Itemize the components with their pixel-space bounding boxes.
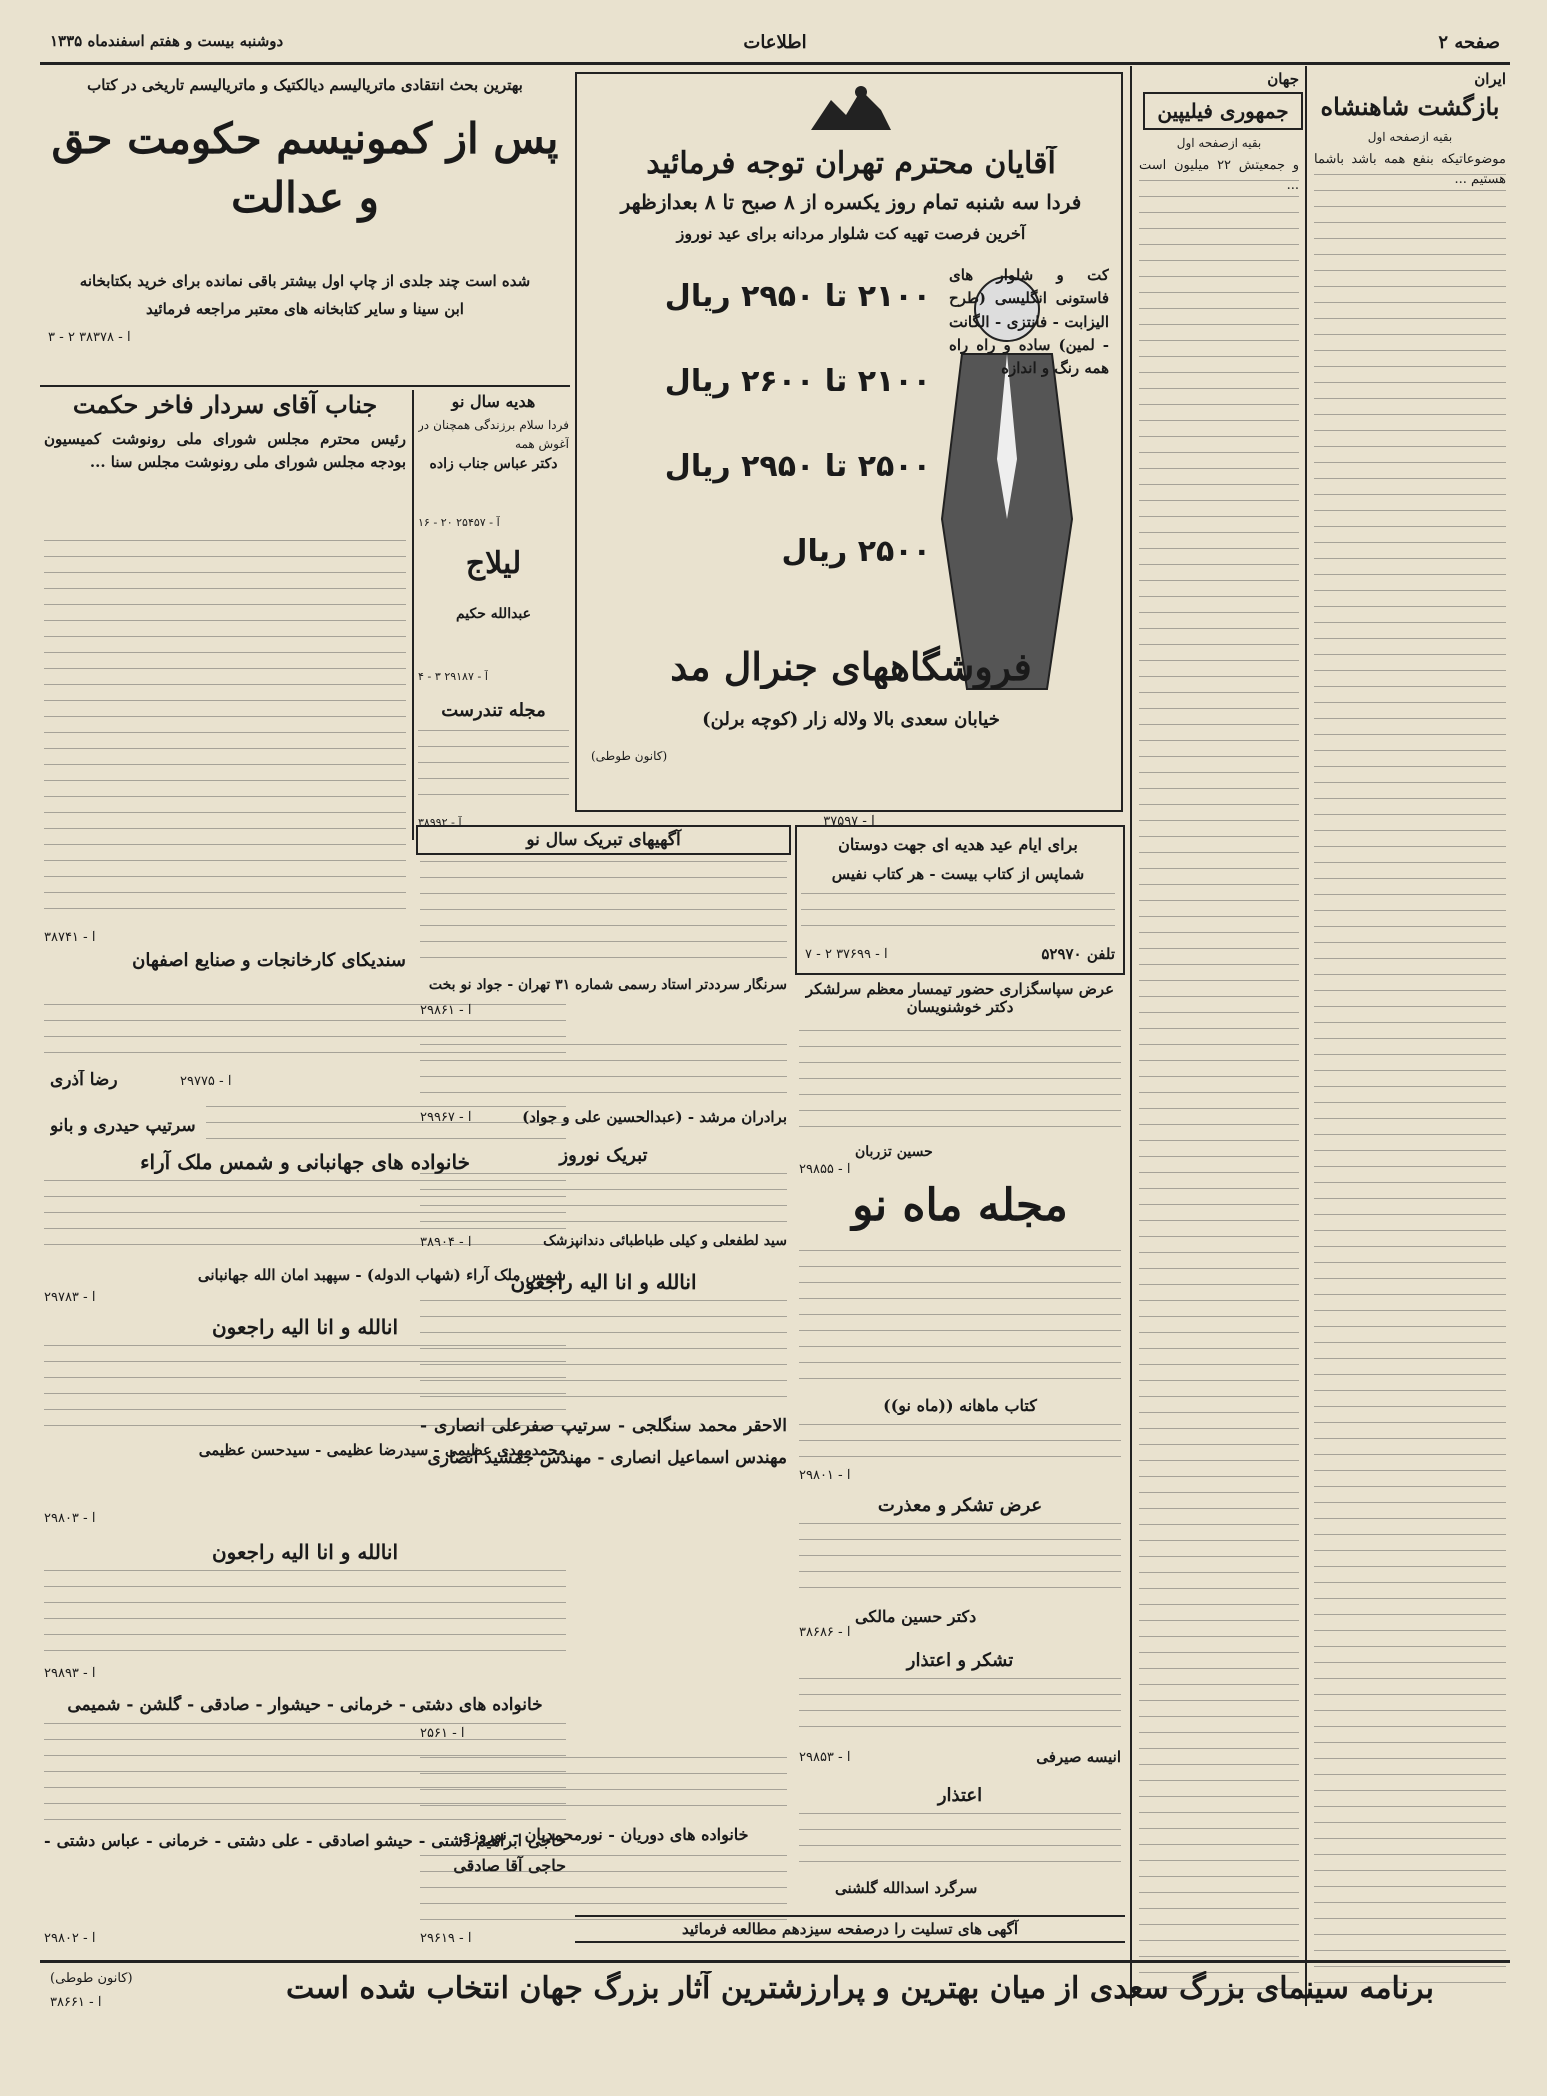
thanks-2-ad <box>795 1650 1125 1780</box>
gratitude-body-lines <box>799 1030 1121 1140</box>
world-column <box>1135 70 1303 2000</box>
condolence-1-title: انالله و انا الیه راجعون <box>510 1270 697 1294</box>
congratulations-body-lines <box>420 1173 787 1227</box>
congratulations-title: تبریک نوروز <box>559 1145 648 1166</box>
article-body-lines <box>1314 174 1506 1994</box>
ad-description: کت و شلوار های فاستونی انگلیسی (طرح الیزابت - فانتزی - الگانت - لمین) ساده و راه راه همه رنگ و اندازه <box>949 266 1109 377</box>
masthead-rule <box>40 62 1510 65</box>
brothers-body-lines <box>420 1044 787 1104</box>
tandorost-title: مجله تندرست <box>441 700 546 721</box>
thanks-2-code: آ - ۲۹۸۵۳ <box>799 1750 851 1765</box>
issue-date: دوشنبه بیست و هفتم اسفندماه ۱۳۳۵ <box>50 32 284 50</box>
mahe-no-subtitle: کتاب ماهانه ((ماه نو)) <box>883 1396 1037 1415</box>
sardar-body-lines <box>44 540 406 920</box>
article-first-line: موضوعاتیکه بنفع همه باشد باشما هستیم ... <box>1314 152 1506 188</box>
condolence-3-title: انالله و انا الیه راجعون <box>211 1540 399 1564</box>
footer-rule <box>40 1960 1510 1963</box>
gratitude-code: آ - ۲۹۸۵۵ <box>799 1162 851 1177</box>
price-3: ۲۵۰۰ تا ۲۹۵۰ ریال <box>664 449 931 484</box>
book-kicker: بهترین بحث انتقادی ماتریالیسم دیالکتیک و ماتریالیسم تاریخی در کتاب <box>87 76 523 94</box>
store-name: فروشگاههای جنرال مد <box>670 644 1032 689</box>
iran-column <box>1310 70 1510 2000</box>
general-mode-ad <box>575 72 1123 812</box>
thanks-1-code: آ - ۳۸۶۸۶ <box>799 1625 851 1640</box>
newyear-title-box <box>416 825 791 855</box>
tandorost-body-lines <box>418 730 569 810</box>
condolence-1-body-lines <box>420 1300 787 1400</box>
masthead <box>40 28 1510 62</box>
gratitude-title: عرض سپاسگزاری حضور تیمسار معظم سرلشکر دکتر خوشنویسان <box>805 980 1115 1016</box>
footer-code: آ - ۳۸۶۶۱ <box>50 1995 102 2010</box>
article-first-line: و جمعیتش ۲۲ میلیون است ... <box>1139 158 1299 194</box>
lilaj-title: لیلاج <box>465 546 522 581</box>
azari-name: رضا آذری <box>50 1070 118 1090</box>
congratulations-ad <box>416 1145 791 1265</box>
apology-body-lines <box>799 1813 1121 1873</box>
lilaj-ad <box>416 546 571 696</box>
column-divider <box>1305 66 1307 2006</box>
continue-note: آگهی های تسلیت را درصفحه سیزدهم مطالعه فرمائید <box>575 1915 1125 1943</box>
footer-banner <box>40 1965 1510 2035</box>
ad-heading: آقایان محترم تهران توجه فرمائید <box>646 146 1056 181</box>
gift-text: فردا سلام برزندگی همچنان در آغوش همه <box>418 418 569 451</box>
ad-code: آ - ۳۷۵۹۷ <box>823 814 875 829</box>
newyear-code: آ - ۲۹۸۶۱ <box>420 1003 472 1018</box>
column-divider <box>1130 66 1132 2006</box>
brothers-code: آ - ۲۹۹۶۷ <box>420 1110 472 1125</box>
book-line-2: ابن سینا و سایر کتابخانه های معتبر مراجعه فرمائید <box>146 300 464 318</box>
sardar-ad <box>40 390 410 990</box>
condolence-2-code: آ - ۲۹۸۰۳ <box>44 1511 96 1526</box>
gifts-phone: تلفن ۵۲۹۷۰ <box>1041 945 1115 963</box>
footer-agency: (کانون طوطی) <box>50 1971 133 1986</box>
column-divider <box>412 390 414 840</box>
ad-note: آخرین فرصت تهیه کت شلوار مردانه برای عید نوروز <box>676 224 1026 243</box>
newyear-body-lines <box>420 861 787 971</box>
tandorost-code: آ - ۳۸۹۹۲ <box>418 816 462 829</box>
families-2-code: آ - ۲۹۸۰۲ <box>44 1931 96 1946</box>
book-ad <box>40 70 570 380</box>
gift-title: هدیه سال نو <box>451 392 536 411</box>
gift-doctor: دکتر عباس جناب زاده <box>429 456 558 472</box>
newyear-item: سرنگار سرددتر استاد رسمی شماره ۳۱ تهران - جواد نو بخت <box>428 977 787 993</box>
brothers-title: برادران مرشد - (عبدالحسین علی و جواد) <box>522 1108 787 1126</box>
gift-ad <box>416 392 571 542</box>
congratulations-signature: سید لطفعلی و کیلی طباطبائی دندانپزشک <box>543 1233 787 1249</box>
book-line-1: شده است چند جلدی از چاپ اول بیشتر باقی نمانده برای خرید بکتابخانه <box>79 272 531 290</box>
condolence-1-ad <box>416 1270 791 1750</box>
section-label-world: جهان <box>1267 70 1299 88</box>
apology-ad <box>795 1785 1125 1905</box>
condolence-1-names: الاحقر محمد سنگلجی - سرتیپ صفرعلی انصاری - مهندس اسماعیل انصاری - مهندس جمشید انصاری <box>420 1416 787 1469</box>
article-lead: بقیه ازصفحه اول <box>1176 136 1262 150</box>
sartip-name: سرتیپ حیدری و بانو <box>50 1116 196 1136</box>
thanks-2-body-lines <box>799 1678 1121 1742</box>
condolence-2-title: انالله و انا الیه راجعون <box>211 1315 399 1339</box>
price-4: ۲۵۰۰ ریال <box>781 534 931 569</box>
condolence-1-code: آ - ۲۵۶۱ <box>420 1726 465 1741</box>
page-number: صفحه ۲ <box>1438 32 1500 53</box>
mahe-no-code: آ - ۲۹۸۰۱ <box>799 1468 851 1483</box>
condolence-3-code: آ - ۲۹۸۹۳ <box>44 1666 96 1681</box>
mahe-no-ad <box>795 1180 1125 1490</box>
footer-text: برنامه سینمای بزرگ سعدی از میان بهترین و پرارزشترین آثار بزرگ جهان انتخاب شده است <box>286 1971 1434 2006</box>
store-address: خیابان سعدی بالا ولاله زار (کوچه برلن) <box>702 709 1000 730</box>
families-2-title: خانواده های دشتی - خرمانی - حیشوار - صادقی - گلشن - شمیمی <box>67 1695 543 1715</box>
ad-hours: فردا سه شنبه تمام روز یکسره از ۸ صبح تا ۸ بعدازظهر <box>620 190 1082 214</box>
azari-code: آ - ۲۹۷۷۵ <box>180 1074 232 1089</box>
article-title: بازگشت شاهنشاه <box>1320 92 1500 121</box>
sardar-text: رئیس محترم مجلس شورای ملی رونوشت کمیسیون بودجه مجلس شورای ملی رونوشت مجلس سنا ... <box>44 430 406 472</box>
apology-signature: سرگرد اسدالله گلشنی <box>835 1879 978 1897</box>
article-lead: بقیه ازصفحه اول <box>1367 130 1453 144</box>
price-2: ۲۱۰۰ تا ۲۶۰۰ ریال <box>664 364 931 399</box>
section-rule <box>40 385 570 387</box>
families-3-code: آ - ۲۹۶۱۹ <box>420 1931 472 1946</box>
families-3-body-lines <box>420 1757 787 1817</box>
thanks-1-body-lines <box>799 1523 1121 1603</box>
tandorost-ad <box>416 700 571 840</box>
sardar-signature: سندیکای کارخانجات و صنایع اصفهان <box>132 950 406 971</box>
lion-emblem-logo <box>801 80 901 140</box>
gifts-line: شماپس از کتاب بیست - هر کتاب نفیس <box>831 865 1085 883</box>
families-1-title: خانواده های جهانبانی و شمس ملک آراء <box>140 1150 470 1174</box>
article-body-lines <box>1139 180 1299 2000</box>
brothers-ad <box>416 1040 791 1140</box>
gifts-code: آ - ۳۷۶۹۹ ۲ - ۷ <box>805 947 888 962</box>
sardar-title: جناب آقای سردار فاخر حکمت <box>72 390 378 419</box>
book-code: آ - ۳۸۳۷۸ ۲ - ۳ <box>48 330 131 345</box>
sardar-code: آ - ۳۸۷۴۱ <box>44 930 96 945</box>
thanks-1-title: عرض تشکر و معذرت <box>877 1495 1043 1516</box>
families-2-names: حاجی ابراهیم دشتی - حیشو اصادقی - علی دشتی - خرمانی - عباس دشتی - حاجی آقا صادقی <box>44 1831 566 1875</box>
thanks-2-title: تشکر و اعتذار <box>906 1650 1014 1671</box>
congratulations-code: آ - ۳۸۹۰۴ <box>420 1235 472 1250</box>
book-title: پس از کمونیسم حکومت حق و عدالت <box>51 114 559 222</box>
lilaj-code: آ - ۲۹۱۸۷ ۳ - ۴ <box>418 670 488 683</box>
gift-code: آ - ۲۵۴۵۷ ۲۰ - ۱۶ <box>418 516 500 529</box>
apology-title: اعتذار <box>937 1785 983 1806</box>
thanks-1-signature: دکتر حسین مالکی <box>855 1607 977 1626</box>
article-title: جمهوری فیلیپین <box>1157 99 1289 123</box>
price-1: ۲۱۰۰ تا ۲۹۵۰ ریال <box>664 279 931 314</box>
lilaj-author: عبدالله حکیم <box>455 606 532 622</box>
mahe-no-body-lines-2 <box>799 1424 1121 1464</box>
gifts-body-lines <box>801 893 1115 937</box>
families-1-code: آ - ۲۹۷۸۳ <box>44 1290 96 1305</box>
newyear-title: آگهیهای تبریک سال نو <box>526 830 681 850</box>
mahe-no-body-lines <box>799 1250 1121 1390</box>
ad-agency: (کانون طوطی) <box>591 749 668 763</box>
thanks-1-ad <box>795 1495 1125 1645</box>
newyear-ads <box>416 825 791 1035</box>
mahe-no-title: مجله ماه نو <box>852 1180 1068 1231</box>
gratitude-ad <box>795 980 1125 1180</box>
gratitude-signature: حسین تزربان <box>855 1144 933 1160</box>
families-3-title: خانواده های دوریان - نورمحمدیان - نوروزی <box>458 1825 749 1844</box>
thanks-2-signature: انیسه صیرفی <box>1036 1748 1121 1766</box>
gifts-title: برای ایام عید هدیه ای جهت دوستان <box>838 835 1078 854</box>
families-1-names: شمس ملک آراء (شهاب الدوله) - سپهبد امان الله جهانبانی <box>197 1266 566 1284</box>
article-title-box <box>1143 92 1303 130</box>
section-label-iran: ایران <box>1474 70 1506 88</box>
gifts-ad <box>795 825 1125 975</box>
paper-name: اطلاعات <box>743 32 807 53</box>
condolence-2-names: محمدمهدی عظیمی - سیدرضا عظیمی - سیدحسن عظیمی <box>198 1441 566 1459</box>
